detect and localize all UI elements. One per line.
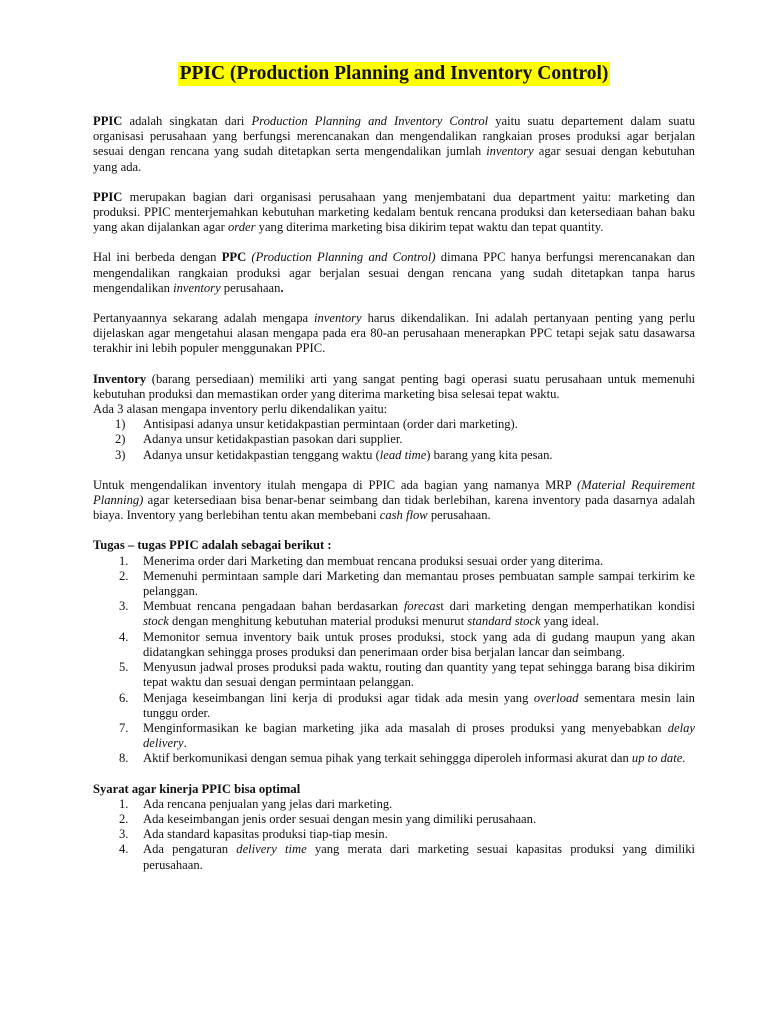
- term-italic: Production Planning and Inventory Control: [251, 114, 489, 128]
- list-number: 3): [115, 447, 126, 462]
- spacer: [93, 175, 695, 190]
- list-item: [93, 827, 695, 842]
- text: .: [183, 736, 187, 751]
- text: adalah singkatan dari: [122, 114, 252, 128]
- list-number: 7.: [119, 720, 129, 735]
- text: dimana PPC hanya berfungsi merencanakan dan mengendalikan rangkaian produksi agar berjalan sesuai dengan rencana yang sudah ditetapkan tanpa harus mengendalikan: [93, 250, 696, 295]
- list-item: [93, 417, 695, 432]
- spacer: [93, 523, 695, 538]
- text: agar sesuai dengan kebutuhan yang ada.: [93, 144, 695, 174]
- paragraph-inventory: [93, 372, 695, 402]
- term-ppic: PPIC: [93, 114, 123, 128]
- text: Membuat rencana pengadaan bahan berdasarkan: [143, 599, 404, 614]
- paragraph-definition: [93, 114, 695, 175]
- text: dengan menghitung kebutuhan material produksi menurut: [168, 614, 468, 629]
- title-wrap: [93, 62, 695, 86]
- text: Ada keseimbangan jenis order sesuai dengan mesin yang dimiliki perusahaan.: [143, 811, 537, 826]
- list-number: 2.: [119, 568, 129, 583]
- term-italic: lead time: [379, 447, 427, 462]
- list-item: [93, 569, 695, 599]
- list-number: 1.: [119, 553, 129, 568]
- spacer: [93, 463, 695, 478]
- term-ppc: PPC: [221, 250, 247, 265]
- tasks-heading: Tugas – tugas PPIC adalah sebagai berikut :: [93, 538, 332, 553]
- term-ppic: PPIC: [93, 189, 123, 204]
- term-italic: forecas: [403, 599, 441, 614]
- text: Ada pengaturan: [143, 842, 237, 857]
- text: Memonitor semua inventory baik untuk proses produksi, stock yang ada di gudang maupun yang akan didatangkan sehingga proses produksi dan penerimaan order bisa berjalan lancar dan seimbang.: [143, 629, 695, 659]
- tasks-list: [93, 554, 695, 767]
- text: Menjaga keseimbangan lini kerja di produksi agar tidak ada mesin yang: [143, 690, 534, 705]
- requirements-heading: Syarat agar kinerja PPIC bisa optimal: [93, 781, 301, 796]
- list-item: [93, 842, 695, 872]
- list-item: [93, 432, 695, 447]
- list-number: 4.: [119, 629, 129, 644]
- text: perusahaan: [220, 280, 281, 295]
- text: merupakan bagian dari organisasi perusahaan yang menjembatani dua department yaitu: marketing dan produksi. PPIC menterjemahkan kebutuhan marketing kedalam bentuk rencana produksi dan ketersediaan bahan baku yang akan dijalankan agar: [93, 189, 695, 235]
- term-italic: inventory: [314, 311, 362, 326]
- text: Hal ini berbeda dengan: [93, 250, 222, 265]
- term-italic: (Material Requirement Planning): [93, 477, 695, 508]
- list-item: [93, 691, 695, 721]
- page-title: PPIC (Production Planning and Inventory Control): [179, 63, 609, 84]
- text: yang merata dari marketing sesuai kapasitas produksi yang dimiliki perusahaan.: [143, 842, 696, 872]
- term-italic: (Production Planning and Control): [246, 250, 436, 265]
- paragraph-role: [93, 190, 695, 236]
- term-italic: inventory: [486, 144, 534, 159]
- list-item: [93, 660, 695, 690]
- text: yaitu suatu departement dalam suatu organisasi perusahaan yang berfungsi merencanakan dan mengendalikan rangkaian proses produksi agar berjalan sesuai dengan rencana yang sudah ditetapkan serta mengendalikan jumlah: [93, 114, 695, 159]
- paragraph-mrp: [93, 478, 695, 524]
- text: harus dikendalikan. Ini adalah pertanyaan penting yang perlu dijelaskan agar mengetahui alasan mengapa pada era 80-an perusahaan menerapkan PPC tetapi sejak satu dasawarsa terakhir ini lebih populer menggunakan PPIC.: [93, 311, 695, 356]
- reasons-list: [93, 417, 695, 463]
- list-item: [93, 812, 695, 827]
- term-italic: up to date: [631, 751, 683, 766]
- text: agar ketersediaan bisa benar-benar seimbang dan tidak berlebihan, karena inventory pada dasarnya adalah biaya. Inventory yang berlebihan tentu akan membebani: [93, 493, 695, 523]
- list-number: 5.: [119, 660, 129, 675]
- text: perusahaan.: [427, 508, 491, 523]
- list-number: 2): [115, 432, 126, 447]
- text: Memenuhi permintaan sample dari Marketing dan memantau proses pembuatan sample sampai terkirim ke pelanggan.: [143, 568, 695, 599]
- term-italic: standard stock: [467, 614, 541, 629]
- text: Ada standard kapasitas produksi tiap-tiap mesin.: [143, 827, 388, 842]
- requirements-list: [93, 797, 695, 873]
- list-number: 4.: [119, 842, 129, 857]
- list-item: [93, 797, 695, 812]
- text: .: [280, 280, 284, 295]
- list-item: [93, 599, 695, 629]
- list-number: 6.: [119, 690, 129, 705]
- text: Menerima order dari Marketing dan membuat rencana produksi sesuai order yang diterima.: [143, 553, 604, 568]
- paragraph-question: [93, 311, 695, 357]
- text: yang ideal.: [540, 614, 599, 629]
- text: .: [682, 751, 686, 766]
- list-item: [93, 751, 695, 766]
- term-italic: stock: [143, 614, 169, 629]
- text: (barang persediaan) memiliki arti yang sangat penting bagi operasi suatu perusahaan untuk memenuhi kebutuhan produksi dan memastikan order yang diterima marketing bisa selesai tepat waktu.: [93, 371, 695, 401]
- text: ) barang yang kita pesan.: [426, 447, 553, 462]
- text: Pertanyaannya sekarang adalah mengapa: [93, 311, 315, 326]
- paragraph-ppc-difference: [93, 250, 695, 296]
- text: yang diterima marketing bisa dikirim tepat waktu dan tepat quantity.: [255, 220, 604, 235]
- list-number: 2.: [119, 811, 129, 826]
- term-italic: order: [227, 220, 256, 235]
- text: Ada rencana penjualan yang jelas dari marketing.: [143, 796, 393, 811]
- paragraph-reasons-intro: Ada 3 alasan mengapa inventory perlu dikendalikan yaitu:: [93, 402, 388, 417]
- text: Adanya unsur ketidakpastian tenggang waktu (: [143, 447, 380, 462]
- term-italic: cash flow: [379, 508, 428, 523]
- text: Menginformasikan ke bagian marketing jika ada masalah di proses produksi yang menyebabkan: [143, 720, 668, 735]
- term-italic: delivery time: [236, 842, 307, 857]
- list-number: 3.: [119, 599, 129, 614]
- spacer: [93, 767, 695, 782]
- list-number: 1.: [119, 796, 129, 811]
- term-italic: inventory: [173, 280, 221, 295]
- text: Menyusun jadwal proses produksi pada waktu, routing dan quantity yang tepat sehingga barang bisa dikirim tepat waktu dan sesuai dengan permintaan pelanggan.: [143, 660, 695, 690]
- term-inventory: Inventory: [93, 371, 147, 386]
- list-number: 3.: [119, 827, 129, 842]
- list-number: 8.: [119, 751, 129, 766]
- text: Antisipasi adanya unsur ketidakpastian permintaan (order dari marketing).: [143, 417, 518, 432]
- term-italic: overload: [533, 690, 579, 705]
- text: Untuk mengendalikan inventory itulah mengapa di PPIC ada bagian yang namanya MRP: [93, 477, 578, 492]
- list-item: [93, 554, 695, 569]
- list-item: [93, 448, 695, 463]
- text: Aktif berkomunikasi dengan semua pihak yang terkait sehinggga diperoleh informasi akurat dan: [143, 751, 632, 766]
- term-italic: delay delivery: [143, 720, 695, 751]
- list-item: [93, 721, 695, 751]
- spacer: [93, 235, 695, 250]
- list-item: [93, 630, 695, 660]
- text: Adanya unsur ketidakpastian pasokan dari supplier.: [143, 432, 403, 447]
- list-number: 1): [115, 417, 126, 432]
- spacer: [93, 357, 695, 372]
- text: t dari marketing dengan memperhatikan kondisi: [440, 599, 695, 614]
- spacer: [93, 296, 695, 311]
- text: sementara mesin lain tunggu order.: [143, 690, 695, 720]
